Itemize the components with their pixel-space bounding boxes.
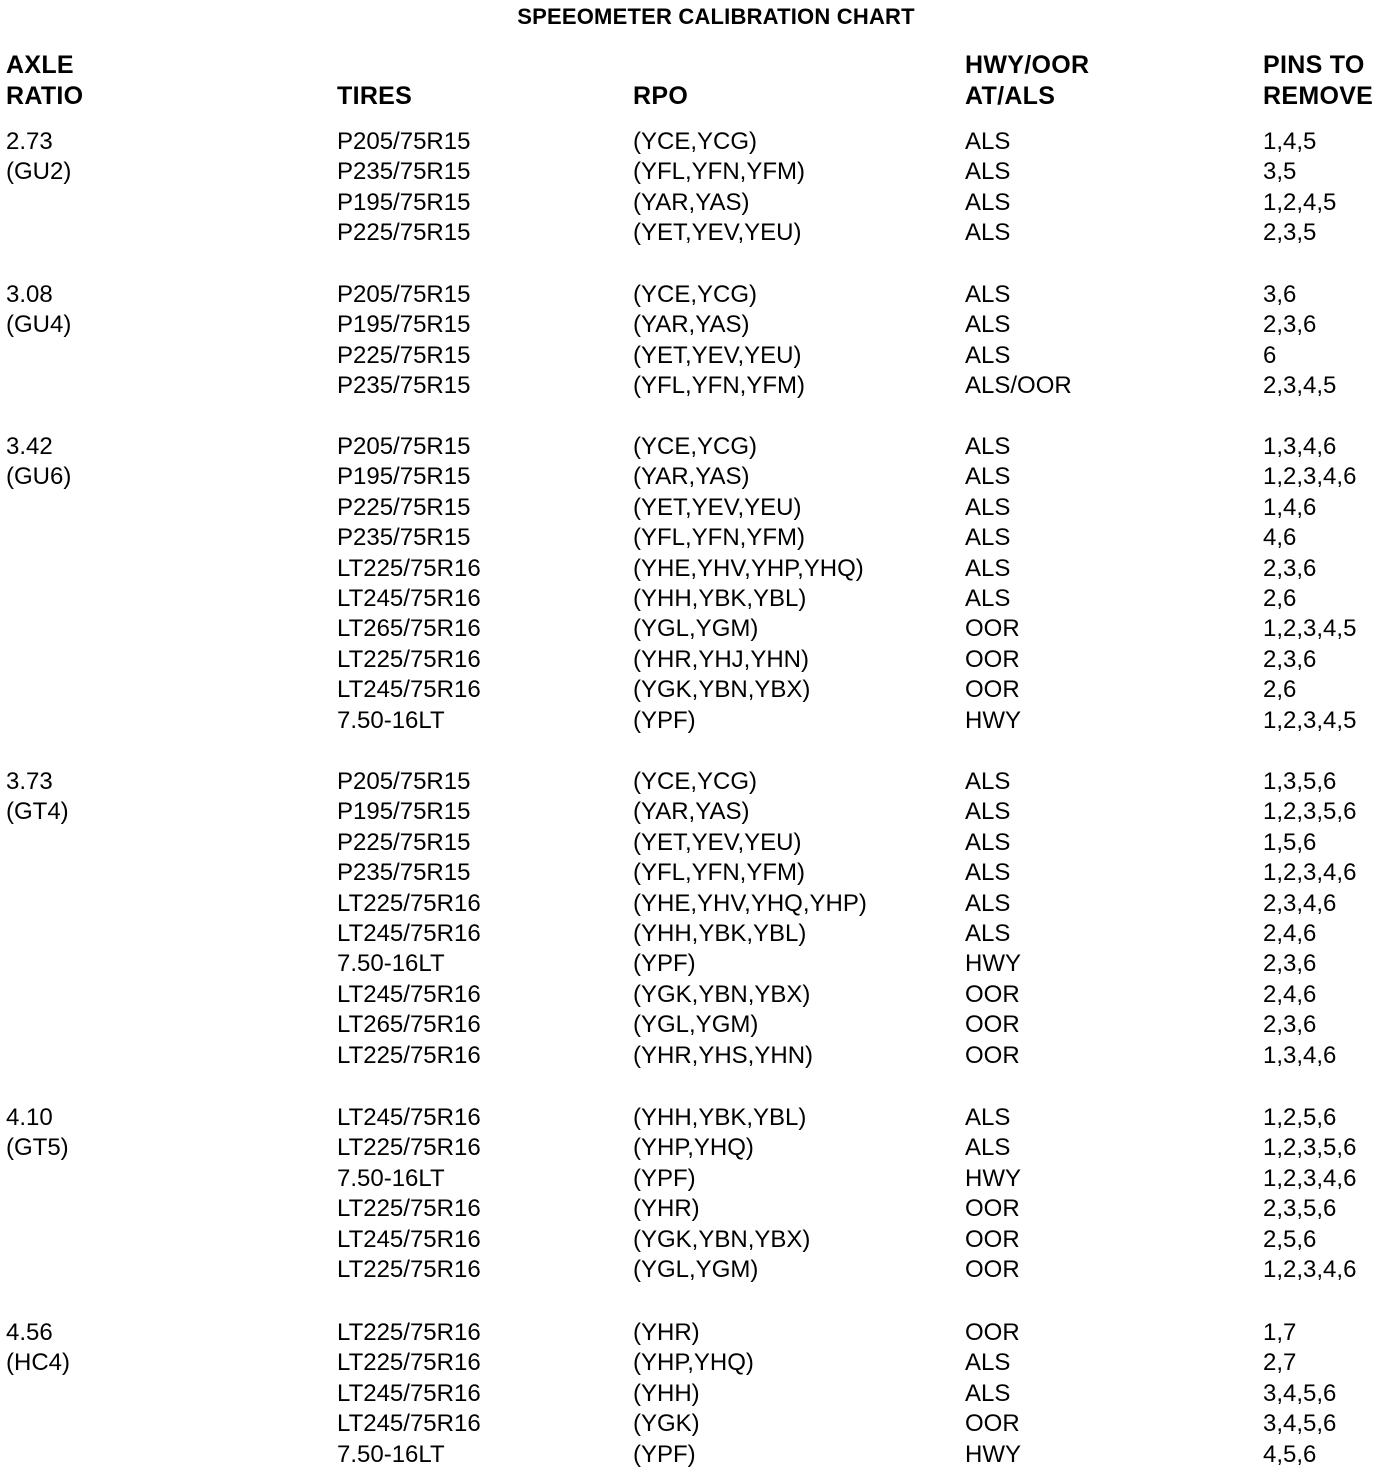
hwy-oor-cell: HWY xyxy=(965,706,1021,734)
table-row xyxy=(0,432,1392,462)
header-hwy-oor xyxy=(965,50,1089,112)
table-row xyxy=(0,767,1392,797)
tire-size-cell: P195/75R15 xyxy=(337,188,471,216)
hwy-oor-cell: HWY xyxy=(965,1164,1021,1192)
table-row xyxy=(0,919,1392,949)
tire-size-cell: LT225/75R16 xyxy=(337,1319,481,1346)
hwy-oor-cell: ALS xyxy=(965,798,1011,826)
pins-to-remove-cell: 2,3,4,5 xyxy=(1263,372,1337,400)
pins-to-remove-cell: 4,6 xyxy=(1263,524,1297,552)
table-row xyxy=(0,523,1392,553)
rpo-cell: (YGL,YGM) xyxy=(633,615,759,643)
pins-to-remove-cell: 2,3,5 xyxy=(1263,219,1317,247)
tire-size-cell: LT225/75R16 xyxy=(337,1349,481,1377)
table-row xyxy=(0,675,1392,705)
table-row xyxy=(0,1010,1392,1040)
table-row xyxy=(0,980,1392,1010)
hwy-oor-cell: ALS xyxy=(965,493,1011,521)
rpo-cell: (YAR,YAS) xyxy=(633,463,750,491)
tire-size-cell: P205/75R15 xyxy=(337,281,471,308)
header-pins-line2: REMOVE xyxy=(1263,82,1374,110)
tire-size-cell: LT225/75R16 xyxy=(337,1256,481,1283)
tire-size-cell: P235/75R15 xyxy=(337,372,471,400)
rpo-cell: (YAR,YAS) xyxy=(633,311,750,339)
axle-ratio-value: 3.42 xyxy=(6,433,53,460)
rpo-cell: (YET,YEV,YEU) xyxy=(633,219,802,247)
pins-to-remove-cell: 2,6 xyxy=(1263,585,1297,612)
header-hwy-line2: AT/ALS xyxy=(965,82,1056,110)
tire-size-cell: P225/75R15 xyxy=(337,341,471,369)
header-hwy-line1: HWY/OOR xyxy=(965,51,1090,79)
hwy-oor-cell: ALS xyxy=(965,128,1011,155)
table-row xyxy=(0,1164,1392,1194)
hwy-oor-cell: OOR xyxy=(965,1410,1020,1438)
tire-size-cell: P205/75R15 xyxy=(337,768,471,795)
table-row xyxy=(0,889,1392,919)
tire-size-cell: LT225/75R16 xyxy=(337,1195,481,1223)
header-rpo: RPO xyxy=(633,82,689,110)
rpo-cell: (YHE,YHV,YHQ,YHP) xyxy=(633,889,867,917)
hwy-oor-cell: ALS xyxy=(965,1104,1011,1131)
pins-to-remove-cell: 3,5 xyxy=(1263,158,1297,186)
header-axle-ratio xyxy=(6,50,83,112)
hwy-oor-cell: ALS xyxy=(965,311,1011,339)
table-row xyxy=(0,493,1392,523)
rpo-cell: (YGK,YBN,YBX) xyxy=(633,1225,811,1253)
pins-to-remove-cell: 2,3,6 xyxy=(1263,1011,1317,1039)
rpo-cell: (YCE,YCG) xyxy=(633,281,758,308)
tire-size-cell: P225/75R15 xyxy=(337,828,471,856)
hwy-oor-cell: OOR xyxy=(965,1225,1020,1253)
header-pins-line1: PINS TO xyxy=(1263,51,1365,79)
pins-to-remove-cell: 3,4,5,6 xyxy=(1263,1379,1337,1407)
rpo-cell: (YGL,YGM) xyxy=(633,1256,759,1283)
table-row xyxy=(0,188,1392,218)
tire-size-cell: 7.50-16LT xyxy=(337,706,445,734)
pins-to-remove-cell: 1,3,4,6 xyxy=(1263,1041,1337,1069)
table-row xyxy=(0,1194,1392,1224)
rpo-cell: (YFL,YFN,YFM) xyxy=(633,158,805,186)
axle-ratio-value: 4.56 xyxy=(6,1319,53,1346)
hwy-oor-cell: ALS xyxy=(965,433,1011,460)
rpo-cell: (YHH,YBK,YBL) xyxy=(633,585,807,612)
rpo-cell: (YFL,YFN,YFM) xyxy=(633,524,805,552)
tire-size-cell: LT245/75R16 xyxy=(337,980,481,1008)
table-header xyxy=(0,50,1392,114)
tire-size-cell: P205/75R15 xyxy=(337,433,471,460)
pins-to-remove-cell: 2,4,6 xyxy=(1263,980,1317,1008)
pins-to-remove-cell: 1,2,3,4,6 xyxy=(1263,1256,1357,1283)
axle-ratio-code: (GT4) xyxy=(6,798,69,826)
hwy-oor-cell: ALS xyxy=(965,1349,1011,1377)
hwy-oor-cell: OOR xyxy=(965,615,1020,643)
table-row xyxy=(0,157,1392,187)
tire-size-cell: 7.50-16LT xyxy=(337,1164,445,1192)
rpo-cell: (YGK,YBN,YBX) xyxy=(633,980,811,1008)
pins-to-remove-cell: 1,2,3,5,6 xyxy=(1263,1134,1357,1162)
pins-to-remove-cell: 2,3,4,6 xyxy=(1263,889,1337,917)
rpo-cell: (YHH,YBK,YBL) xyxy=(633,920,807,947)
pins-to-remove-cell: 2,7 xyxy=(1263,1349,1297,1377)
pins-to-remove-cell: 2,3,5,6 xyxy=(1263,1195,1337,1223)
hwy-oor-cell: ALS xyxy=(965,859,1011,887)
axle-ratio-code: (HC4) xyxy=(6,1349,70,1377)
header-pins xyxy=(1263,50,1373,112)
pins-to-remove-cell: 1,2,3,4,5 xyxy=(1263,615,1357,643)
pins-to-remove-cell: 1,3,5,6 xyxy=(1263,768,1337,795)
table-row xyxy=(0,218,1392,248)
rpo-cell: (YET,YEV,YEU) xyxy=(633,341,802,369)
rpo-cell: (YPF) xyxy=(633,1440,696,1468)
table-row xyxy=(0,371,1392,401)
table-row xyxy=(0,280,1392,310)
hwy-oor-cell: ALS xyxy=(965,1134,1011,1162)
rpo-cell: (YGL,YGM) xyxy=(633,1011,759,1039)
rpo-cell: (YCE,YCG) xyxy=(633,768,758,795)
tire-size-cell: P235/75R15 xyxy=(337,524,471,552)
pins-to-remove-cell: 1,7 xyxy=(1263,1319,1297,1346)
rpo-cell: (YHR) xyxy=(633,1195,700,1223)
rpo-cell: (YPF) xyxy=(633,950,696,978)
hwy-oor-cell: OOR xyxy=(965,1319,1020,1346)
tire-size-cell: P195/75R15 xyxy=(337,311,471,339)
table-row xyxy=(0,706,1392,736)
tire-size-cell: LT225/75R16 xyxy=(337,889,481,917)
pins-to-remove-cell: 2,5,6 xyxy=(1263,1225,1317,1253)
pins-to-remove-cell: 2,4,6 xyxy=(1263,920,1317,947)
rpo-cell: (YPF) xyxy=(633,706,696,734)
pins-to-remove-cell: 1,5,6 xyxy=(1263,828,1317,856)
rpo-cell: (YHR) xyxy=(633,1319,700,1346)
pins-to-remove-cell: 1,2,4,5 xyxy=(1263,188,1337,216)
table-row xyxy=(0,462,1392,492)
hwy-oor-cell: OOR xyxy=(965,1256,1020,1283)
table-row xyxy=(0,797,1392,827)
table-row xyxy=(0,828,1392,858)
hwy-oor-cell: ALS xyxy=(965,768,1011,795)
hwy-oor-cell: OOR xyxy=(965,980,1020,1008)
hwy-oor-cell: ALS xyxy=(965,889,1011,917)
hwy-oor-cell: HWY xyxy=(965,950,1021,978)
tire-size-cell: P205/75R15 xyxy=(337,128,471,155)
axle-ratio-value: 4.10 xyxy=(6,1104,53,1131)
tire-size-cell: P225/75R15 xyxy=(337,219,471,247)
tire-size-cell: LT225/75R16 xyxy=(337,554,481,582)
rpo-cell: (YAR,YAS) xyxy=(633,188,750,216)
pins-to-remove-cell: 1,2,3,4,6 xyxy=(1263,1164,1357,1192)
pins-to-remove-cell: 1,2,3,4,6 xyxy=(1263,859,1357,887)
header-axle-line2: RATIO xyxy=(6,82,84,110)
axle-ratio-value: 3.73 xyxy=(6,768,53,795)
rpo-cell: (YFL,YFN,YFM) xyxy=(633,859,805,887)
pins-to-remove-cell: 2,3,6 xyxy=(1263,311,1317,339)
rpo-cell: (YGK) xyxy=(633,1410,700,1438)
hwy-oor-cell: ALS xyxy=(965,188,1011,216)
table-row xyxy=(0,1318,1392,1348)
table-row xyxy=(0,1103,1392,1133)
tire-size-cell: P235/75R15 xyxy=(337,158,471,186)
hwy-oor-cell: ALS xyxy=(965,920,1011,947)
hwy-oor-cell: ALS xyxy=(965,341,1011,369)
pins-to-remove-cell: 2,3,6 xyxy=(1263,554,1317,582)
pins-to-remove-cell: 1,2,5,6 xyxy=(1263,1104,1337,1131)
table-row xyxy=(0,1440,1392,1470)
table-row xyxy=(0,341,1392,371)
tire-size-cell: LT225/75R16 xyxy=(337,645,481,673)
axle-ratio-code: (GU6) xyxy=(6,463,72,491)
table-row xyxy=(0,310,1392,340)
hwy-oor-cell: OOR xyxy=(965,1041,1020,1069)
axle-ratio-code: (GU4) xyxy=(6,311,72,339)
hwy-oor-cell: ALS xyxy=(965,463,1011,491)
tire-size-cell: LT245/75R16 xyxy=(337,920,481,947)
hwy-oor-cell: ALS xyxy=(965,524,1011,552)
table-row xyxy=(0,584,1392,614)
pins-to-remove-cell: 3,4,5,6 xyxy=(1263,1410,1337,1438)
tire-size-cell: LT265/75R16 xyxy=(337,1011,481,1039)
table-row xyxy=(0,645,1392,675)
hwy-oor-cell: ALS xyxy=(965,158,1011,186)
header-tires: TIRES xyxy=(337,82,413,110)
pins-to-remove-cell: 1,3,4,6 xyxy=(1263,433,1337,460)
tire-size-cell: LT225/75R16 xyxy=(337,1134,481,1162)
hwy-oor-cell: OOR xyxy=(965,1195,1020,1223)
page-title: SPEEOMETER CALIBRATION CHART xyxy=(517,4,915,29)
pins-to-remove-cell: 1,2,3,5,6 xyxy=(1263,798,1357,826)
table-row xyxy=(0,1409,1392,1439)
tire-size-cell: LT245/75R16 xyxy=(337,676,481,704)
table-row xyxy=(0,554,1392,584)
table-row xyxy=(0,127,1392,157)
hwy-oor-cell: OOR xyxy=(965,645,1020,673)
tire-size-cell: LT245/75R16 xyxy=(337,1379,481,1407)
rpo-cell: (YHR,YHS,YHN) xyxy=(633,1041,814,1069)
tire-size-cell: LT245/75R16 xyxy=(337,1410,481,1438)
tire-size-cell: LT225/75R16 xyxy=(337,1041,481,1069)
pins-to-remove-cell: 6 xyxy=(1263,341,1277,369)
pins-to-remove-cell: 2,3,6 xyxy=(1263,950,1317,978)
table-row xyxy=(0,1041,1392,1071)
axle-ratio-value: 3.08 xyxy=(6,281,53,308)
pins-to-remove-cell: 4,5,6 xyxy=(1263,1440,1317,1468)
table-row xyxy=(0,1348,1392,1378)
tire-size-cell: 7.50-16LT xyxy=(337,1440,445,1468)
pins-to-remove-cell: 1,2,3,4,6 xyxy=(1263,463,1357,491)
tire-size-cell: LT245/75R16 xyxy=(337,1104,481,1131)
axle-ratio-code: (GT5) xyxy=(6,1134,69,1162)
hwy-oor-cell: HWY xyxy=(965,1440,1021,1468)
rpo-cell: (YHP,YHQ) xyxy=(633,1134,754,1162)
table-row xyxy=(0,1379,1392,1409)
table-row xyxy=(0,614,1392,644)
tire-size-cell: P235/75R15 xyxy=(337,859,471,887)
tire-size-cell: LT265/75R16 xyxy=(337,615,481,643)
axle-ratio-value: 2.73 xyxy=(6,128,53,155)
rpo-cell: (YET,YEV,YEU) xyxy=(633,493,802,521)
rpo-cell: (YHP,YHQ) xyxy=(633,1349,754,1377)
pins-to-remove-cell: 3,6 xyxy=(1263,281,1297,308)
header-axle-line1: AXLE xyxy=(6,51,74,79)
tire-size-cell: P225/75R15 xyxy=(337,493,471,521)
tire-size-cell: LT245/75R16 xyxy=(337,585,481,612)
rpo-cell: (YCE,YCG) xyxy=(633,128,758,155)
hwy-oor-cell: OOR xyxy=(965,1011,1020,1039)
table-row xyxy=(0,1255,1392,1285)
tire-size-cell: P195/75R15 xyxy=(337,463,471,491)
rpo-cell: (YPF) xyxy=(633,1164,696,1192)
rpo-cell: (YFL,YFN,YFM) xyxy=(633,372,805,400)
rpo-cell: (YHE,YHV,YHP,YHQ) xyxy=(633,554,864,582)
hwy-oor-cell: ALS xyxy=(965,554,1011,582)
rpo-cell: (YGK,YBN,YBX) xyxy=(633,676,811,704)
hwy-oor-cell: ALS xyxy=(965,281,1011,308)
table-row xyxy=(0,1225,1392,1255)
hwy-oor-cell: OOR xyxy=(965,676,1020,704)
pins-to-remove-cell: 1,2,3,4,5 xyxy=(1263,706,1357,734)
hwy-oor-cell: ALS/OOR xyxy=(965,372,1072,400)
pins-to-remove-cell: 1,4,6 xyxy=(1263,493,1317,521)
hwy-oor-cell: ALS xyxy=(965,585,1011,612)
rpo-cell: (YHR,YHJ,YHN) xyxy=(633,645,810,673)
pins-to-remove-cell: 1,4,5 xyxy=(1263,128,1317,155)
pins-to-remove-cell: 2,6 xyxy=(1263,676,1297,704)
tire-size-cell: 7.50-16LT xyxy=(337,950,445,978)
table-row xyxy=(0,858,1392,888)
tire-size-cell: P195/75R15 xyxy=(337,798,471,826)
hwy-oor-cell: ALS xyxy=(965,219,1011,247)
pins-to-remove-cell: 2,3,6 xyxy=(1263,645,1317,673)
rpo-cell: (YHH) xyxy=(633,1379,700,1407)
table-row xyxy=(0,949,1392,979)
table-row xyxy=(0,1133,1392,1163)
axle-ratio-code: (GU2) xyxy=(6,158,72,186)
hwy-oor-cell: ALS xyxy=(965,1379,1011,1407)
tire-size-cell: LT245/75R16 xyxy=(337,1225,481,1253)
hwy-oor-cell: ALS xyxy=(965,828,1011,856)
rpo-cell: (YHH,YBK,YBL) xyxy=(633,1104,807,1131)
rpo-cell: (YCE,YCG) xyxy=(633,433,758,460)
rpo-cell: (YET,YEV,YEU) xyxy=(633,828,802,856)
rpo-cell: (YAR,YAS) xyxy=(633,798,750,826)
